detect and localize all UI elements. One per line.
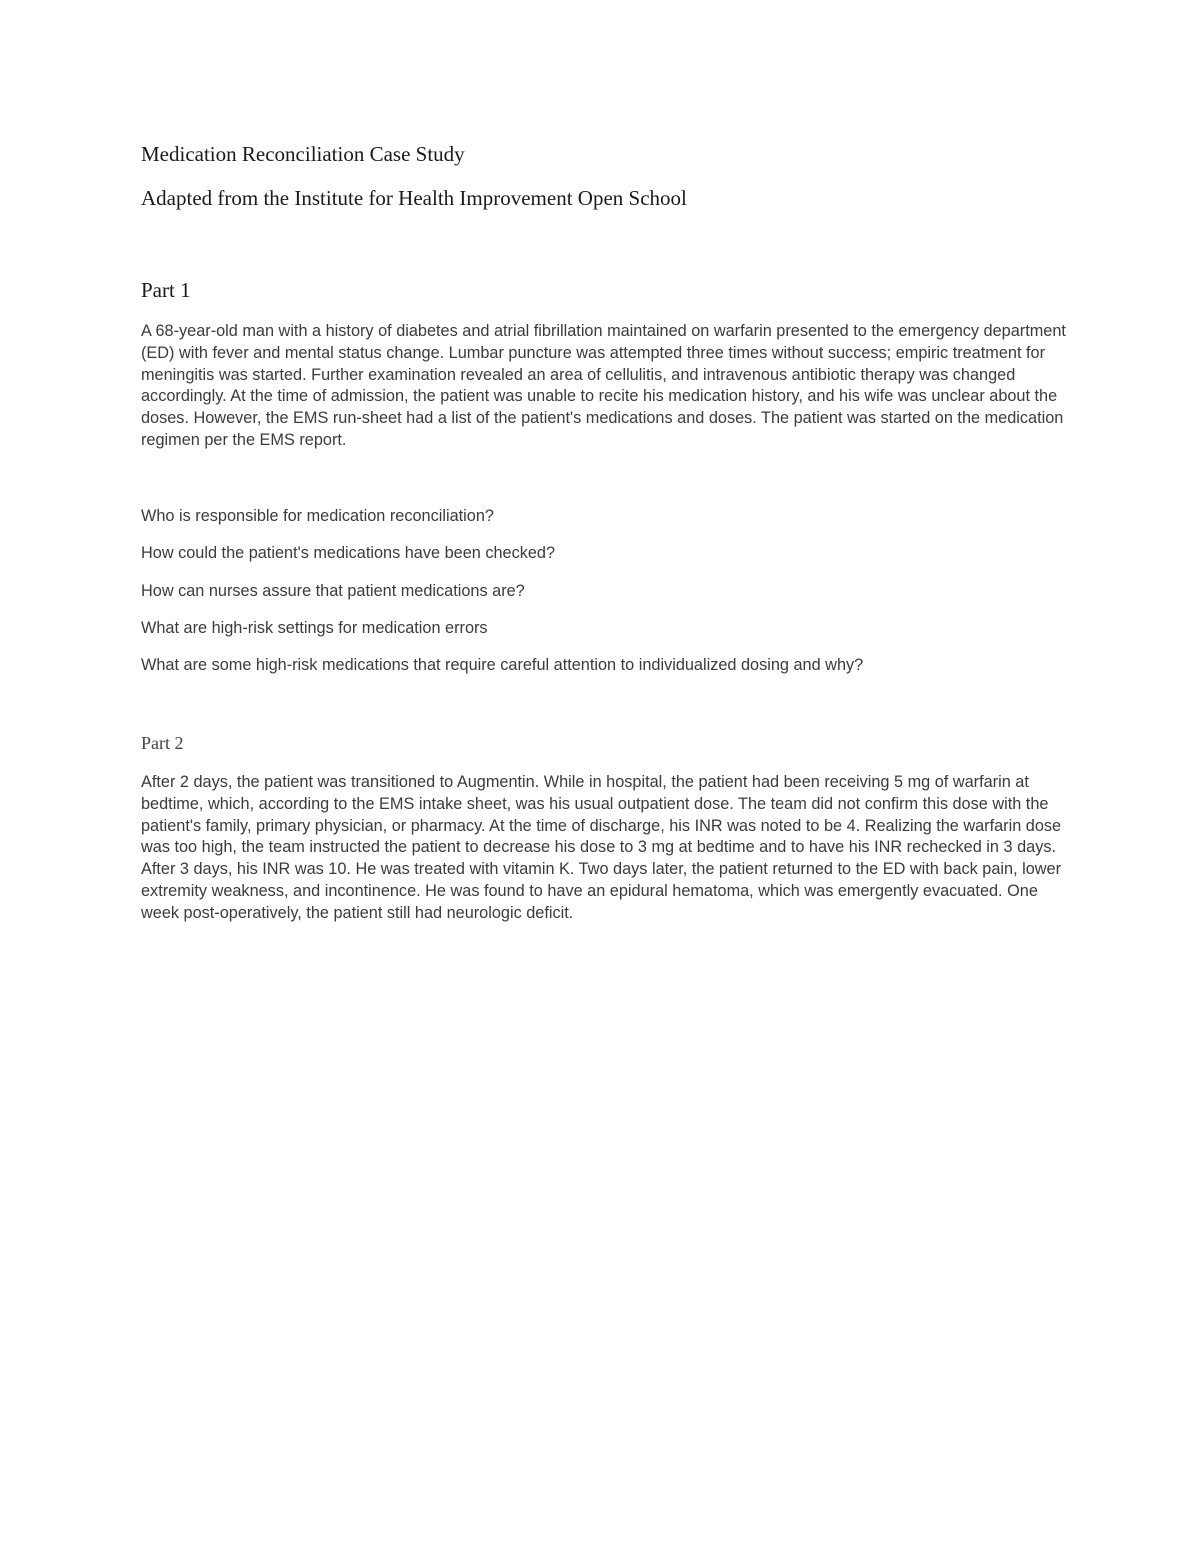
question-5: What are some high-risk medications that require careful attention to individualized dosing and why? [141, 656, 864, 674]
part2-heading: Part 2 [141, 733, 184, 753]
document-title: Medication Reconciliation Case Study [141, 142, 465, 166]
question-4: What are high-risk settings for medication errors [141, 619, 488, 637]
part1-heading: Part 1 [141, 278, 191, 302]
part2-paragraph: After 2 days, the patient was transitioned to Augmentin. While in hospital, the patient had been receiving 5 mg of warfarin at bedtime, which, according to the EMS intake sheet, was his usual outpatient dose. The team did not confirm this dose with the patient's family, primary physician, or pharmacy. At the time of discharge, his INR was noted to be 4. Realizing the warfarin dose was too high, the team instructed the patient to decrease his dose to 3 mg at bedtime and to have his INR rechecked in 3 days. After 3 days, his INR was 10. He was treated with vitamin K. Two days later, the patient returned to the ED with back pain, lower extremity weakness, and incontinence. He was found to have an epidural hematoma, which was emergently evacuated. One week post-operatively, the patient still had neurologic deficit. [141, 773, 1062, 922]
question-2: How could the patient's medications have been checked? [141, 544, 556, 562]
part1-paragraph: A 68-year-old man with a history of diabetes and atrial fibrillation maintained on warfarin presented to the emergency department (ED) with fever and mental status change. Lumbar puncture was attempted three times without success; empiric treatment for meningitis was started. Further examination revealed an area of cellulitis, and intravenous antibiotic therapy was changed accordingly. At the time of admission, the patient was unable to recite his medication history, and his wife was unclear about the doses. However, the EMS run-sheet had a list of the patient's medications and doses. The patient was started on the medication regimen per the EMS report. [141, 322, 1066, 449]
question-3: How can nurses assure that patient medications are? [141, 582, 525, 600]
document-subtitle: Adapted from the Institute for Health Improvement Open School [141, 186, 687, 210]
question-1: Who is responsible for medication reconciliation? [141, 507, 494, 525]
